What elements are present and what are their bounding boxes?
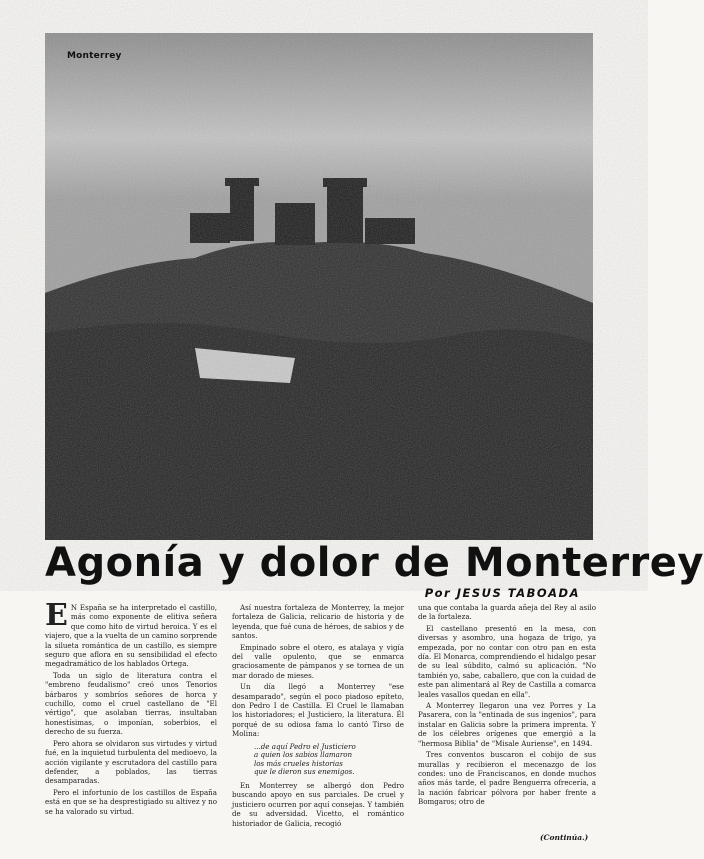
paragraph: Tres conventos buscaron el cobijo de sus murallas y recibieron el mecenazgo de los condes: uno de Franciscanos, en donde muchos años más tarde, el padre Benguerra ofrecería, a la nación fabricar pólvora por haber frente a Bomgaros; otro de bbox=[418, 750, 596, 807]
castle-photo bbox=[45, 33, 593, 540]
article-headline: Agonía y dolor de Monterrey bbox=[45, 540, 704, 586]
paragraph: Pero ahora se olvidaron sus virtudes y virtud fué, en la inquietud turbulenta del medioevo, la acción vigilante y escrutadora del castillo para defender, a poblados, las tierras desamparadas. bbox=[45, 738, 217, 786]
verse-line: que le dieron sus enemigos. bbox=[254, 767, 355, 777]
article-column-3 bbox=[418, 603, 596, 809]
verse-line: a quien los sabios llamaron bbox=[254, 750, 353, 760]
article-column-1 bbox=[45, 598, 217, 818]
drop-cap: E bbox=[45, 598, 68, 633]
paragraph: Así nuestra fortaleza de Monterrey, la mejor fortaleza de Galicia, relicario de historia y de leyenda, que fué cuna de héroes, de sabios y de santos. bbox=[232, 603, 404, 641]
paragraph: una que contaba la guarda añeja del Rey al asilo de la fortaleza. bbox=[418, 603, 596, 622]
paragraph: Pero el infortunio de los castillos de España está en que se ha desprestigiado su altivez y no se ha valorado su virtud. bbox=[45, 787, 217, 816]
paragraph: E N España se ha interpretado el castillo, más como exponente de elitiva señera que como hito de virtud heroica. Y es el viajero, que a la vuelta de un camino sorprende la silueta romántica de un castillo, es siempre seguro que aflora en su sensibilidad el efecto megadramático de los hablados Ortega. bbox=[45, 598, 217, 669]
paragraph: Toda un siglo de literatura contra el "embreno feudalismo" creó unos Tenorios bárbaros y sombríos señores de horca y cuchillo, como el cruel castellano de "El vértigo", que asolaban tierras, insultaban honestísimas, o imponían, soberbios, el derecho de su fuerza. bbox=[45, 670, 217, 737]
verse-line: los más crueles historias bbox=[254, 758, 343, 768]
paragraph: Empinado sobre el otero, es atalaya y vigía del valle opulento, que se enmarca graciosamente de pámpanos y se tornea de un mar dorado de mieses. bbox=[232, 642, 404, 680]
article-byline: Por JESUS TABOADA bbox=[424, 586, 580, 600]
paragraph: En Monterrey se albergó don Pedro buscando apoyo en sus parciales. De cruel y justiciero ocurren por aquí consejas. Y también de su adversidad. Vicetto, el romántico historiador de Galicia, recogió bbox=[232, 781, 404, 828]
verse-quote bbox=[254, 743, 404, 777]
paragraph: El castellano presentó en la mesa, con diversas y asombro, una hogaza de trigo, ya empezada, por no contar con otro pan en esta día. El Monarca, comprendiendo el hidalgo pesar de su leal súbdito, calmó su aplicación. "No también yo, sabe, caballero, que con la cuidad de este pan alimentará al Rey de Castilla a comarca leales vasallos quedan en ella". bbox=[418, 623, 596, 699]
article-column-2 bbox=[232, 603, 404, 830]
photo-caption: Monterrey bbox=[67, 51, 122, 61]
continue-label: (Continúa.) bbox=[540, 833, 589, 842]
verse-line: ...de aquí Pedro el Justiciero bbox=[254, 741, 356, 751]
paragraph: A Monterrey llegaron una vez Porres y La Pasarera, con la "entinada de sus ingenios", para instalar en Galicia sobre la primera imprenta. Y de los célebres orígenes que emergió a la "hermosa Biblia" de "Misale Auriense", en 1494. bbox=[418, 701, 596, 748]
paragraph: Un día llegó a Monterrey "ese desamparado", según el poco piadoso epíteto, don Pedro I de Castilla. El Cruel le llamaban los historiadores; el Justiciero, la literatura. Él porqué de su odiosa fama lo cantó Tirso de Molina: bbox=[232, 682, 404, 739]
castle-photo-image bbox=[45, 33, 593, 540]
